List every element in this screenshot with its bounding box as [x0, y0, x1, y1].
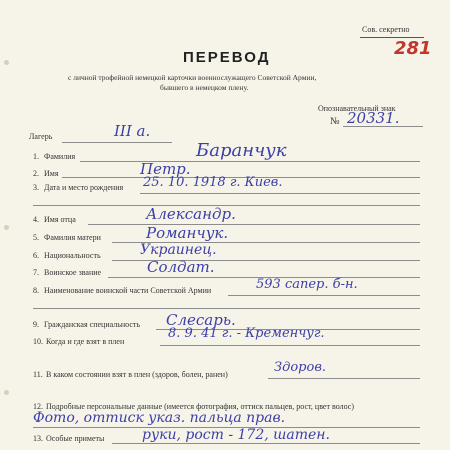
field-value-unit: 593 сапер. б-н.	[256, 277, 358, 292]
camp-value: III а.	[114, 122, 151, 140]
field-number: 8.	[33, 286, 39, 295]
field-line	[88, 224, 420, 225]
field-number: 13.	[33, 434, 43, 443]
field-number: 1.	[33, 152, 39, 161]
field-label-birth: Дата и место рождения	[44, 183, 124, 192]
camp-line	[62, 142, 172, 143]
field-line	[140, 193, 420, 194]
field-value-name: Петр.	[140, 160, 191, 178]
field-number: 3.	[33, 183, 39, 192]
field-value-mother: Романчук.	[146, 224, 229, 242]
field-value-birth: 25. 10. 1918 г. Киев.	[143, 175, 283, 190]
field-label-profession: Гражданская специальность	[44, 320, 141, 329]
document-title: ПЕРЕВОД	[183, 49, 271, 66]
secrecy-stamp: Сов. секретно	[362, 25, 410, 34]
field-number: 7.	[33, 268, 39, 277]
field-number: 6.	[33, 251, 39, 260]
field-value-condition: Здоров.	[274, 360, 327, 375]
archive-number: 281	[394, 38, 432, 59]
punch-hole	[4, 225, 9, 230]
field-number: 10.	[33, 337, 43, 346]
field-number: 5.	[33, 233, 39, 242]
field-value-marks: руки, рост - 172, шатен.	[142, 427, 330, 443]
field-label-condition: В каком состоянии взят в плен (здоров, болен, ранен)	[46, 370, 228, 379]
punch-hole	[4, 60, 9, 65]
field-label-mother: Фамилия матери	[44, 233, 101, 242]
field-value-father: Александр.	[146, 205, 236, 223]
field-label-unit: Наименование воинской части Советской Армии	[44, 286, 212, 295]
field-line	[228, 295, 420, 296]
field-number: 4.	[33, 215, 39, 224]
subtitle-line-2: бывшего в немецком плену.	[160, 83, 249, 92]
field-value-details: Фото, оттиск указ. пальца прав.	[33, 410, 286, 426]
field-line	[80, 161, 420, 162]
field-value-profession: Слесарь.	[166, 311, 236, 329]
field-label-rank: Воинское звание	[44, 268, 102, 277]
field-line	[112, 443, 420, 444]
subtitle-line-1: с личной трофейной немецкой карточки военнослужащего Советской Армии,	[68, 73, 317, 82]
field-label-surname: Фамилия	[44, 152, 76, 161]
field-value-surname: Баранчук	[196, 140, 287, 161]
id-mark-line	[343, 126, 423, 127]
field-value-rank: Солдат.	[147, 258, 215, 276]
field-value-captured: 8. 9. 41 г. - Кременчуг.	[168, 326, 325, 341]
field-label-captured: Когда и где взят в плен	[46, 337, 125, 346]
field-line	[268, 378, 420, 379]
field-label-marks: Особые приметы	[46, 434, 105, 443]
field-label-nationality: Национальность	[44, 251, 101, 260]
field-label-father: Имя отца	[44, 215, 76, 224]
punch-hole	[4, 390, 9, 395]
field-number: 9.	[33, 320, 39, 329]
field-number: 12.	[33, 402, 43, 411]
field-label-details: Подробные персональные данные (имеется фотография, оттиск пальцев, рост, цвет волос)	[46, 402, 354, 411]
id-mark-label: Опознавательный знак	[318, 104, 396, 113]
field-number: 2.	[33, 169, 39, 178]
field-value-nationality: Украинец.	[140, 242, 217, 258]
field-line	[160, 345, 420, 346]
id-mark-value: 20331.	[347, 109, 400, 127]
field-label-name: Имя	[44, 169, 59, 178]
camp-label: Лагерь	[29, 132, 53, 141]
field-number: 11.	[33, 370, 43, 379]
blank-line	[33, 308, 420, 309]
id-mark-prefix: №	[330, 116, 340, 127]
